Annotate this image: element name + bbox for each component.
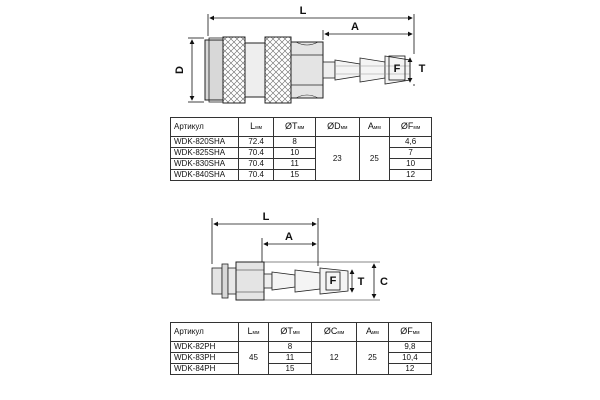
plug-body [212, 262, 264, 300]
table-header-row [171, 323, 432, 342]
cell-L-merged: 45 [239, 342, 269, 375]
table-row [171, 364, 432, 375]
cell-F: 7 [390, 148, 432, 159]
cell-F: 9,8 [388, 342, 431, 353]
col-header-T: ØTмм [274, 118, 316, 137]
col-header-D: ØDмм [316, 118, 360, 137]
dim-label-C-2: C [380, 276, 388, 288]
col-header-C: ØCмм [312, 323, 357, 342]
dim-label-T-2: T [357, 276, 365, 288]
cell-L: 72.4 [239, 137, 274, 148]
cell-F: 10 [390, 159, 432, 170]
col-header-article: Артикул [171, 323, 239, 342]
col-header-T: ØTмм [268, 323, 311, 342]
col-header-F: ØFмм [390, 118, 432, 137]
cell-A-merged: 25 [357, 342, 389, 375]
dim-label-T: T [418, 63, 426, 75]
table-row [171, 137, 432, 148]
dim-label-L-2: L [262, 211, 270, 223]
col-header-A: Aмм [359, 118, 390, 137]
cell-article: WDK-840SHA [171, 170, 239, 181]
col-header-article: Артикул [171, 118, 239, 137]
col-header-F: ØFмм [388, 323, 431, 342]
cell-F: 4,6 [390, 137, 432, 148]
cell-D-merged: 23 [316, 137, 360, 181]
cell-T: 11 [274, 159, 316, 170]
spec-table-plug [170, 322, 432, 375]
cell-A-merged: 25 [359, 137, 390, 181]
cell-article: WDK-830SHA [171, 159, 239, 170]
table-row [171, 353, 432, 364]
dim-label-A-2: A [285, 231, 293, 243]
cell-article: WDK-820SHA [171, 137, 239, 148]
cell-T: 11 [268, 353, 311, 364]
cell-T: 10 [274, 148, 316, 159]
cell-T: 15 [268, 364, 311, 375]
table-row [171, 159, 432, 170]
socket-body [205, 37, 323, 103]
dim-label-F-2: F [329, 275, 337, 287]
cell-T: 8 [274, 137, 316, 148]
cell-T: 8 [268, 342, 311, 353]
cell-L: 70.4 [239, 148, 274, 159]
table-header-row [171, 118, 432, 137]
cell-C-merged: 12 [312, 342, 357, 375]
cell-article: WDK-82PH [171, 342, 239, 353]
table-row [171, 148, 432, 159]
cell-article: WDK-84PH [171, 364, 239, 375]
col-header-A: Aмм [357, 323, 389, 342]
cell-L: 70.4 [239, 159, 274, 170]
spec-table-socket [170, 117, 432, 181]
table-row [171, 342, 432, 353]
col-header-L: Lмм [239, 118, 274, 137]
cell-L: 70.4 [239, 170, 274, 181]
cell-F: 10,4 [388, 353, 431, 364]
cell-F: 12 [390, 170, 432, 181]
col-header-L: Lмм [239, 323, 269, 342]
cell-article: WDK-825SHA [171, 148, 239, 159]
dim-label-D: D [174, 66, 186, 74]
dim-label-L: L [299, 5, 307, 17]
cell-T: 15 [274, 170, 316, 181]
cell-F: 12 [388, 364, 431, 375]
cell-article: WDK-83PH [171, 353, 239, 364]
dim-label-F: F [393, 63, 401, 75]
dim-label-A: A [351, 21, 359, 33]
table-row [171, 170, 432, 181]
